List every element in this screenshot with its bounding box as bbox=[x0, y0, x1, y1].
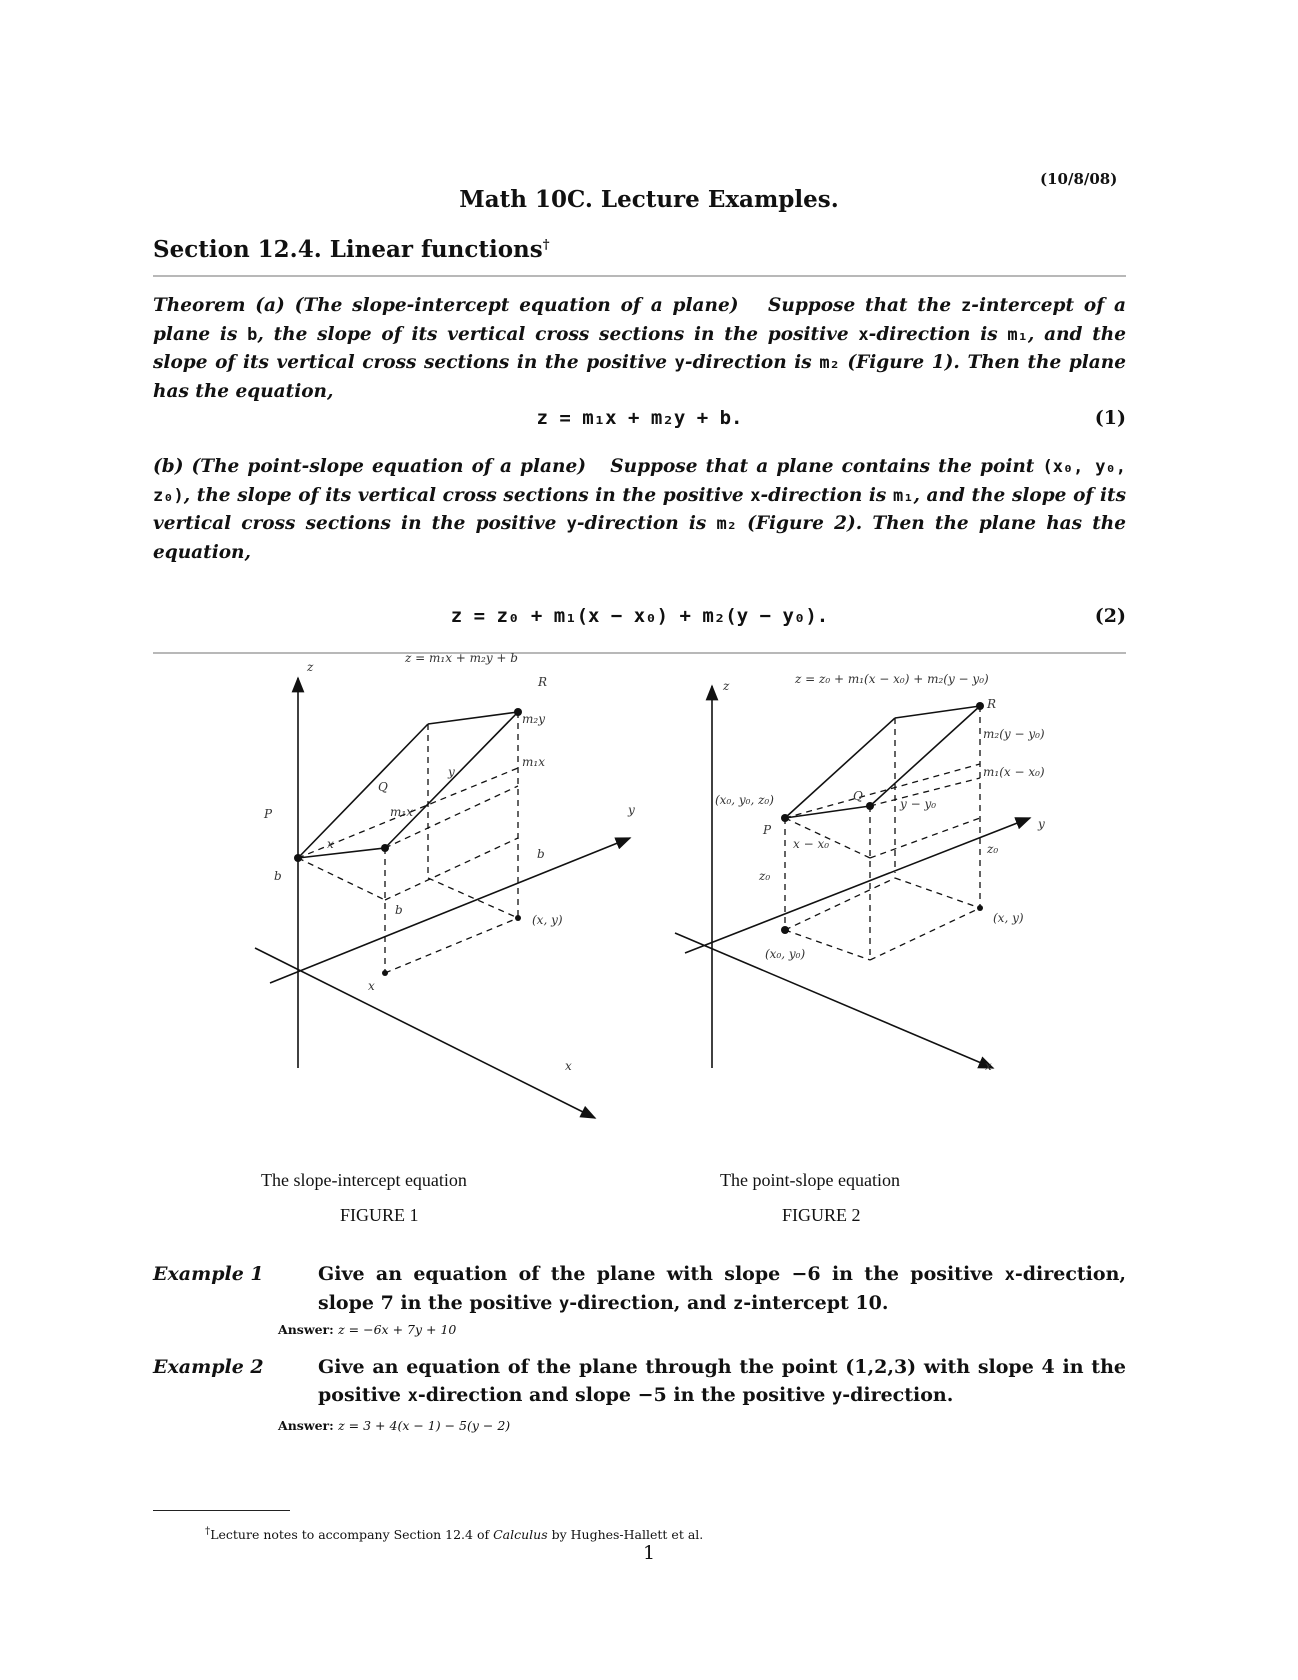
figure-1-diagram bbox=[250, 651, 635, 1158]
footnote bbox=[205, 1525, 703, 1542]
y-axis bbox=[685, 818, 1030, 953]
y-axis bbox=[270, 838, 630, 983]
label-q: Q bbox=[378, 780, 388, 794]
label-y-plane: y bbox=[448, 765, 455, 779]
label-p: P bbox=[763, 823, 772, 837]
equation-1-body: z = m₁x + m₂y + b. bbox=[536, 407, 743, 429]
section-heading bbox=[153, 236, 550, 263]
footnote-text: Lecture notes to accompany Section 12.4 of bbox=[210, 1527, 494, 1543]
figure-2-equation: z = z₀ + m₁(x − x₀) + m₂(y − y₀) bbox=[795, 672, 989, 686]
label-b-center: b bbox=[395, 903, 403, 917]
figure-2-caption: The point-slope equation bbox=[720, 1170, 900, 1190]
footnote-dagger: † bbox=[205, 1525, 211, 1537]
top-rule bbox=[153, 275, 1126, 277]
label-xy: (x, y) bbox=[993, 911, 1024, 925]
example-2-label: Example 2 bbox=[153, 1356, 264, 1378]
example-1-answer bbox=[278, 1322, 456, 1337]
label-p: P bbox=[264, 807, 273, 821]
label-p0: (x₀, y₀, z₀) bbox=[715, 793, 774, 807]
document-date: (10/8/08) bbox=[1040, 170, 1118, 188]
plane-edge-right bbox=[385, 712, 518, 848]
label-b-left: b bbox=[274, 869, 282, 883]
footnote-authors: by Hughes-Hallett et al. bbox=[547, 1527, 704, 1543]
figure-1-equation: z = m₁x + m₂y + b bbox=[405, 651, 518, 665]
equation-1-number: (1) bbox=[1094, 407, 1126, 429]
example-2-text: Give an equation of the plane through the point (1,2,3) with slope 4 in the positive x-direction and slope −5 in the positive y-direction. bbox=[318, 1356, 1126, 1406]
label-x-plane: x bbox=[327, 837, 334, 851]
document-title: Math 10C. Lecture Examples. bbox=[459, 186, 839, 213]
label-m1x-left: m₁x bbox=[390, 805, 413, 819]
point-r bbox=[514, 708, 522, 716]
middle-rule bbox=[153, 652, 1126, 654]
figure-1-caption: The slope-intercept equation bbox=[261, 1170, 467, 1190]
label-r: R bbox=[987, 697, 997, 711]
equation-2-body: z = z₀ + m₁(x − x₀) + m₂(y − y₀). bbox=[450, 605, 829, 627]
x-axis bbox=[675, 933, 993, 1068]
plane-edge-pq bbox=[785, 806, 870, 818]
label-y-axis: y bbox=[1038, 817, 1045, 831]
label-m1: m₁(x − x₀) bbox=[983, 765, 1045, 779]
point-q bbox=[381, 844, 389, 852]
point-q bbox=[866, 802, 874, 810]
label-m2: m₂(y − y₀) bbox=[983, 727, 1045, 741]
label-x-x0: x − x₀ bbox=[793, 837, 830, 851]
label-z0-right: z₀ bbox=[987, 842, 999, 856]
figure-2-diagram bbox=[675, 668, 1115, 1158]
answer-label: Answer: bbox=[278, 1418, 334, 1433]
plane-edge-top bbox=[895, 706, 980, 718]
footnote-book: Calculus bbox=[493, 1527, 548, 1543]
label-x-bottom: x bbox=[368, 979, 375, 993]
point-xy bbox=[977, 905, 983, 911]
example-1-label: Example 1 bbox=[153, 1263, 264, 1285]
label-m1x-right: m₁x bbox=[522, 755, 545, 769]
label-y-axis: y bbox=[628, 803, 635, 817]
point-x0y0 bbox=[781, 926, 789, 934]
label-b-right: b bbox=[537, 847, 545, 861]
label-y-y0: y − y₀ bbox=[900, 797, 937, 811]
plane-edge-right bbox=[870, 706, 980, 806]
x-axis bbox=[255, 948, 595, 1118]
point-p bbox=[294, 854, 302, 862]
figure-2-name: FIGURE 2 bbox=[782, 1205, 861, 1225]
label-x-axis: x bbox=[565, 1059, 572, 1073]
answer-label: Answer: bbox=[278, 1322, 334, 1337]
label-r: R bbox=[538, 675, 548, 689]
figure-1-name: FIGURE 1 bbox=[340, 1205, 419, 1225]
point-p bbox=[781, 814, 789, 822]
equation-2-number: (2) bbox=[1094, 605, 1126, 627]
plane-edge-top bbox=[428, 712, 518, 724]
label-x0y0: (x₀, y₀) bbox=[765, 947, 806, 961]
label-q: Q bbox=[853, 789, 863, 803]
label-x-axis: x bbox=[985, 1059, 992, 1073]
theorem-b: (b) (The point-slope equation of a plane) Suppose that a plane contains the point (x₀, y₀, z₀), the slope of its vertical cross sections in the positive x-direction is m₁, and the slope of its vertical cross sections in the positive y-direction is m₂ (Figure 2). Then the plane has the equation, bbox=[153, 456, 1126, 563]
label-z: z bbox=[723, 679, 730, 693]
theorem-a: Theorem (a) (The slope-intercept equation of a plane) Suppose that the z-intercept of a plane is b, the slope of its vertical cross sections in the positive x-direction is m₁, and the slope of its vertical cross sections in the positive y-direction is m₂ (Figure 1). Then the plane has the equation, bbox=[153, 295, 1126, 402]
example-2-answer bbox=[278, 1418, 510, 1433]
point-xy bbox=[515, 915, 521, 921]
answer-value: z = 3 + 4(x − 1) − 5(y − 2) bbox=[338, 1418, 511, 1433]
plane-edge-left bbox=[298, 724, 428, 858]
footnote-rule bbox=[153, 1510, 290, 1511]
label-m2y: m₂y bbox=[522, 712, 545, 726]
example-1-text: Give an equation of the plane with slope −6 in the positive x-direction, slope 7 in the positive y-direction, and z-intercept 10. bbox=[318, 1263, 1126, 1314]
label-xy: (x, y) bbox=[532, 913, 563, 927]
point-r bbox=[976, 702, 984, 710]
footnote-marker: † bbox=[542, 237, 550, 253]
label-z: z bbox=[307, 660, 314, 674]
page-number: 1 bbox=[642, 1542, 656, 1564]
point-x bbox=[382, 970, 388, 976]
label-z0-left: z₀ bbox=[759, 869, 771, 883]
section-title: Section 12.4. Linear functions bbox=[153, 236, 543, 263]
answer-value: z = −6x + 7y + 10 bbox=[338, 1322, 457, 1337]
